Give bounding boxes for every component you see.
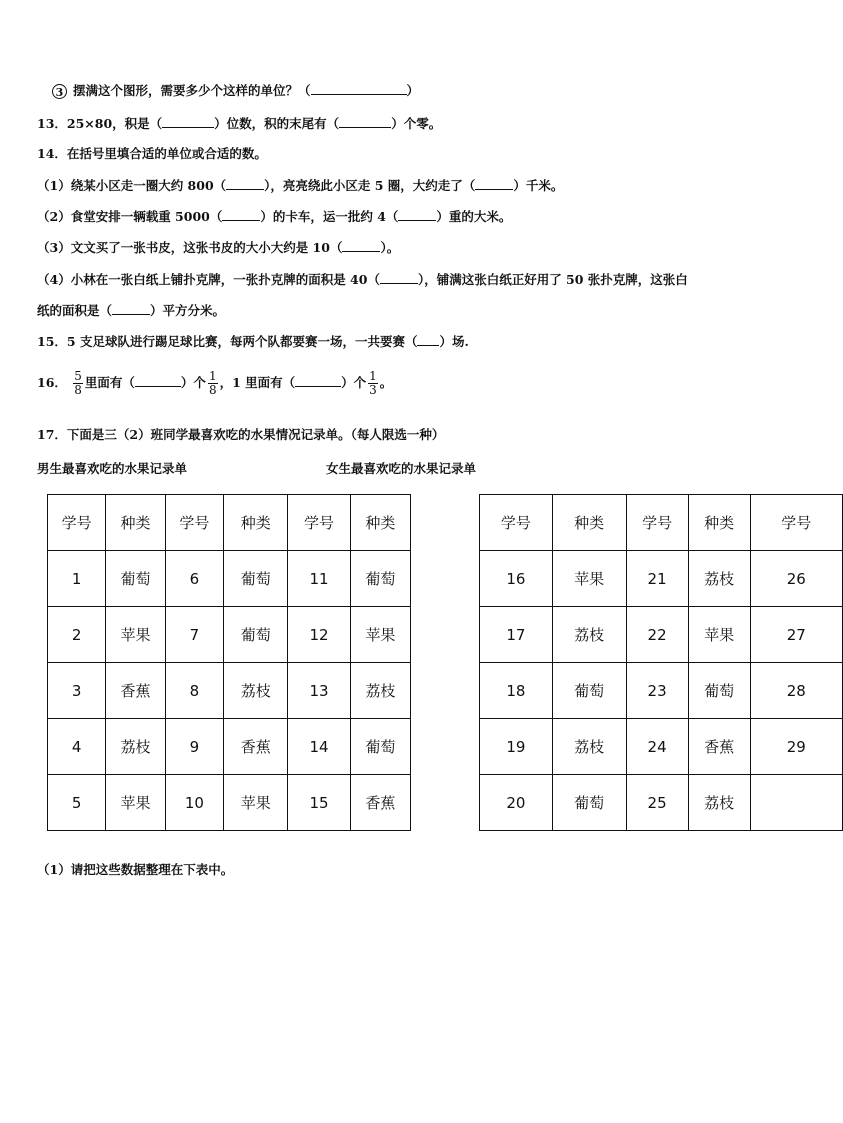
question-14-4	[37, 271, 688, 288]
question-13	[37, 115, 441, 132]
answer-blank[interactable]	[342, 239, 380, 252]
table-cell: 苹果	[106, 775, 165, 831]
header-cell: 学号	[48, 495, 106, 551]
question-text: ）	[406, 83, 420, 98]
question-16	[37, 368, 392, 398]
answer-blank[interactable]	[112, 302, 150, 315]
table-row	[48, 775, 411, 831]
question-text: ）千米。	[513, 178, 564, 193]
table-cell: 10	[165, 775, 223, 831]
question-text: ）个	[180, 375, 206, 390]
table-cell: 1	[48, 551, 106, 607]
table-cell: 3	[48, 663, 106, 719]
table-cell: 29	[750, 719, 842, 775]
answer-blank[interactable]	[339, 115, 391, 128]
boys-fruit-table	[47, 494, 411, 831]
question-14-3	[37, 239, 399, 256]
question-text: （2）食堂安排一辆载重 5000（	[37, 209, 223, 224]
question-text: 摆满这个图形，需要多少个这样的单位？（	[73, 83, 311, 98]
table-cell: 26	[750, 551, 842, 607]
answer-blank[interactable]	[226, 177, 264, 190]
table-cell: 葡萄	[106, 551, 165, 607]
question-15	[37, 333, 469, 350]
table-cell: 21	[626, 551, 688, 607]
table-cell: 17	[480, 607, 553, 663]
question-14-2	[37, 208, 511, 225]
table-cell: 荔枝	[224, 663, 288, 719]
question-text: ）个零。	[391, 116, 442, 131]
table-cell: 香蕉	[106, 663, 165, 719]
header-cell: 种类	[224, 495, 288, 551]
question-text: ）重的大米。	[436, 209, 512, 224]
table-cell	[750, 775, 842, 831]
header-cell: 种类	[350, 495, 410, 551]
table-cell: 11	[288, 551, 350, 607]
circled-number: 3	[52, 84, 67, 99]
answer-blank[interactable]	[135, 374, 181, 387]
table-cell: 葡萄	[552, 663, 626, 719]
answer-blank[interactable]	[380, 271, 418, 284]
header-cell: 种类	[106, 495, 165, 551]
table-cell: 28	[750, 663, 842, 719]
table-row	[480, 719, 843, 775]
question-text: 。	[379, 375, 393, 390]
table-cell: 苹果	[552, 551, 626, 607]
table-cell: 9	[165, 719, 223, 775]
table-cell: 香蕉	[688, 719, 750, 775]
header-cell: 学号	[288, 495, 350, 551]
table-row	[480, 775, 843, 831]
question-text: 里面有（	[84, 375, 135, 390]
table-cell: 香蕉	[224, 719, 288, 775]
table-cell: 香蕉	[350, 775, 410, 831]
question-14-1	[37, 177, 563, 194]
table-cell: 苹果	[106, 607, 165, 663]
table-row	[480, 663, 843, 719]
question-text: ）个	[341, 375, 367, 390]
answer-blank[interactable]	[311, 82, 407, 95]
table-cell: 葡萄	[350, 551, 410, 607]
table-cell: 8	[165, 663, 223, 719]
question-text: ）位数，积的末尾有（	[214, 116, 340, 131]
question-text: ）场.	[439, 334, 469, 349]
table-cell: 12	[288, 607, 350, 663]
question-17-1: （1）请把这些数据整理在下表中。	[37, 862, 234, 877]
table-cell: 7	[165, 607, 223, 663]
header-cell: 种类	[552, 495, 626, 551]
question-text: （3）文文买了一张书皮，这张书皮的大小大约是 10（	[37, 240, 343, 255]
header-cell: 学号	[480, 495, 553, 551]
answer-blank[interactable]	[417, 333, 439, 346]
answer-blank[interactable]	[398, 208, 436, 221]
table-cell: 苹果	[224, 775, 288, 831]
table-cell: 27	[750, 607, 842, 663]
table-cell: 24	[626, 719, 688, 775]
fraction-1-3: $\frac{1}{3}$	[369, 369, 377, 397]
girls-table-clip	[479, 494, 812, 844]
table-row	[48, 607, 411, 663]
table-cell: 22	[626, 607, 688, 663]
table-cell: 荔枝	[688, 551, 750, 607]
header-cell: 种类	[688, 495, 750, 551]
question-text: ）的卡车，运一批约 4（	[260, 209, 399, 224]
table-cell: 14	[288, 719, 350, 775]
table-cell: 荔枝	[350, 663, 410, 719]
table-cell: 20	[480, 775, 553, 831]
table-header-row	[480, 495, 843, 551]
table-cell: 16	[480, 551, 553, 607]
table-cell: 5	[48, 775, 106, 831]
question-14-4-cont	[37, 302, 225, 319]
table-cell: 荔枝	[552, 719, 626, 775]
table-cell: 19	[480, 719, 553, 775]
answer-blank[interactable]	[475, 177, 513, 190]
table-cell: 苹果	[688, 607, 750, 663]
question-text: ，1 里面有（	[219, 375, 296, 390]
table-cell: 6	[165, 551, 223, 607]
header-cell: 学号	[626, 495, 688, 551]
question-text: ），亮亮绕此小区走 5 圈，大约走了（	[264, 178, 476, 193]
table-row	[48, 663, 411, 719]
question-17-title: 17．下面是三（2）班同学最喜欢吃的水果情况记录单。（每人限选一种）	[37, 427, 445, 442]
table-cell: 4	[48, 719, 106, 775]
question-14-title: 14．在括号里填合适的单位或合适的数。	[37, 146, 267, 161]
table-cell: 荔枝	[552, 607, 626, 663]
table-cell: 葡萄	[350, 719, 410, 775]
table-cell: 荔枝	[688, 775, 750, 831]
table-cell: 25	[626, 775, 688, 831]
girls-table-caption: 女生最喜欢吃的水果记录单	[326, 461, 477, 476]
answer-blank[interactable]	[162, 115, 214, 128]
fraction-1-8: $\frac{1}{8}$	[208, 369, 217, 397]
table-cell: 苹果	[350, 607, 410, 663]
table-row	[480, 551, 843, 607]
table-cell: 葡萄	[224, 607, 288, 663]
table-cell: 15	[288, 775, 350, 831]
girls-fruit-table	[479, 494, 843, 831]
fraction-5-8: $\frac{5}{8}$	[74, 369, 82, 397]
header-cell: 学号	[750, 495, 842, 551]
question-text: （1）绕某小区走一圈大约 800（	[37, 178, 227, 193]
question-text: 13．25×80，积是（	[37, 116, 163, 131]
table-cell: 23	[626, 663, 688, 719]
question-text: ）。	[380, 240, 400, 255]
header-cell: 学号	[165, 495, 223, 551]
table-cell: 18	[480, 663, 553, 719]
question-text: 15．5 支足球队进行踢足球比赛，每两个队都要赛一场，一共要赛（	[37, 334, 418, 349]
table-row	[48, 551, 411, 607]
table-cell: 13	[288, 663, 350, 719]
question-text: （4）小林在一张白纸上铺扑克牌，一张扑克牌的面积是 40（	[37, 272, 380, 287]
question-12-part-3	[52, 82, 419, 99]
answer-blank[interactable]	[295, 374, 341, 387]
question-text: ），铺满这张白纸正好用了 50 张扑克牌，这张白	[417, 272, 688, 287]
table-cell: 葡萄	[224, 551, 288, 607]
table-cell: 2	[48, 607, 106, 663]
table-header-row	[48, 495, 411, 551]
question-text: 纸的面积是（	[37, 303, 113, 318]
table-row	[48, 719, 411, 775]
table-cell: 荔枝	[106, 719, 165, 775]
question-number: 16．	[37, 375, 67, 390]
answer-blank[interactable]	[222, 208, 260, 221]
table-cell: 葡萄	[688, 663, 750, 719]
question-text: ）平方分米。	[150, 303, 226, 318]
table-row	[480, 607, 843, 663]
table-cell: 葡萄	[552, 775, 626, 831]
boys-table-caption: 男生最喜欢吃的水果记录单	[37, 461, 188, 476]
